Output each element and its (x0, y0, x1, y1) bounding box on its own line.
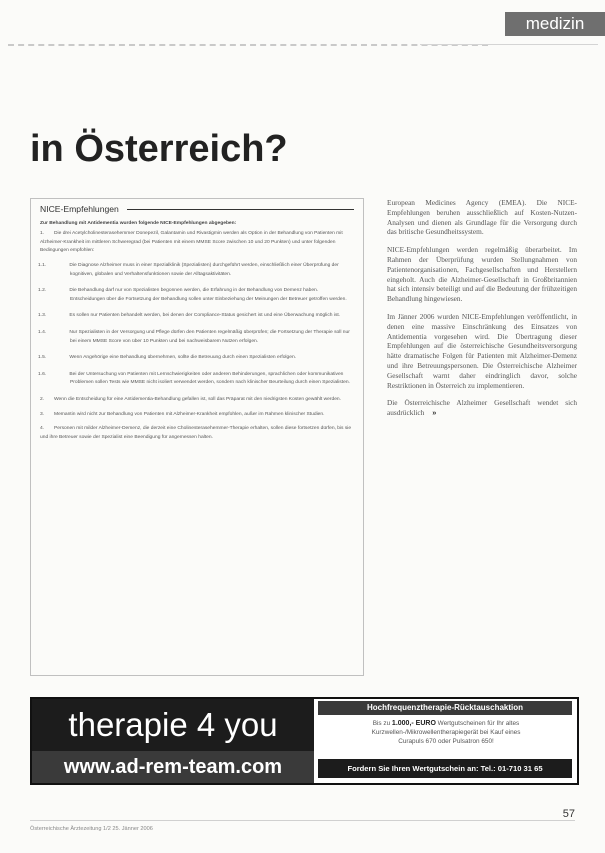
advertisement (30, 697, 579, 785)
ad-promo-post: Wertgutscheinen für Ihr altes (437, 720, 520, 727)
list-item (40, 411, 354, 420)
sub-item-number: 1.1. (38, 262, 47, 268)
page-number: 57 (562, 808, 575, 820)
header-rule (420, 44, 598, 45)
list-item (40, 425, 354, 442)
sub-item-number: 1.2. (38, 288, 47, 294)
nice-recommendations-box (30, 198, 364, 676)
list-item-text: Die drei Acetylcholinesterasehemmer Donepezil, Galantamin und Rivastigmin werden als Option in der Behandlung von Patienten mit Alzheimer-Krankheit im mittleren Schweregrad (bei Patienten mit einem MMSE Score zwischen 10 und 20 Punkten) und unter folgenden Bedingungen empfohlen: (40, 231, 343, 254)
sub-item (40, 312, 354, 321)
sub-item-text: Nur Spezialisten in der Versorgung und Pflege dürfen den Patienten regelmäßig überprüfen; die Fortsetzung der Therapie soll nur bei einem MMSE Score von über 10 Punkten und bei nachweisbarem Nutzen erfolgen. (69, 329, 350, 344)
sub-item-number: 1.5. (38, 355, 47, 361)
ad-promo-amount: 1.000,- EURO (391, 720, 436, 727)
box-title-rule (127, 209, 354, 210)
list-item-text: Memantin wird nicht zur Behandlung von Patienten mit Alzheimer-Krankheit empfohlen, außer im Rahmen klinischer Studien. (54, 411, 325, 417)
column-paragraph: NICE-Empfehlungen werden regelmäßig überarbeitet. Im Rahmen der Überprüfung wurden Stellungnahmen von Patientenorganisationen, Fachgesellschaften und Herstellern eingeholt. Auch die Alzheimer-Gesellschaft in Großbritannien hat sich intensiv beteiligt und auf die Bedeutung der frühzeitigen Behandlung hingewiesen. (387, 245, 577, 304)
header-dashed-rule (8, 44, 488, 46)
box-header (40, 205, 354, 214)
sub-item-number: 1.3. (38, 313, 47, 319)
sub-item (40, 287, 354, 304)
list-item (40, 230, 354, 256)
sub-item-number: 1.6. (38, 371, 47, 377)
list-item-number: 4. (40, 426, 45, 432)
column-paragraph: Im Jänner 2006 wurden NICE-Empfehlungen veröffentlicht, in denen eine massive Einschränkung des Einsatzes von Antidementia vorgesehen wird. Die Übertragung dieser Empfehlungen auf die österreichische Gesundheitsversorgung hätte dramatische Folgen für Patienten mit Alzheimer-Demenz und ihre Betreuungspersonen. Die Österreichische Alzheimer Gesellschaft warnt daher eindringlich davor, solche Restriktionen in Österreich zu implementieren. (387, 311, 577, 390)
list-item-text: Personen mit milder Alzheimer-Demenz, die derzeit eine Cholinesterasehemmer-Therapie erhalten, sollen diese fortsetzen dürfen, bis sie und ihre Betreuer sowie der Spezialist eine Beendigung für angemessen halten. (40, 426, 352, 440)
column-paragraph: European Medicines Agency (EMEA). Die NICE-Empfehlungen beruhen ausschließlich auf Kosten-Nutzen-Analysen und dienen als Grundlage für die Versorgung durch das britische Gesundheitssystem. (387, 198, 577, 237)
footer-rule (30, 820, 575, 821)
box-title: NICE-Empfehlungen (40, 204, 119, 214)
ad-promo-pre: Bis zu (372, 720, 391, 727)
article-column (387, 198, 577, 426)
ad-promo-body (322, 719, 570, 746)
sub-item (40, 371, 354, 388)
sub-item (40, 262, 354, 279)
footer-issue: Österreichische Ärztezeitung 1/2 25. Jänner 2006 (30, 826, 153, 832)
article-headline: in Österreich? (30, 128, 288, 170)
sub-item-text: Bei der Untersuchung von Patienten mit Lernschwierigkeiten oder anderen Behinderungen, sprachlichen oder kommunikativen Problemen sollen Tests wie MMSE nicht isoliert verwendet werden, sondern nach klinischer Beurteilung durch einen Spezialisten. (69, 371, 350, 386)
column-paragraph (387, 398, 577, 418)
sub-item-number: 1.4. (38, 329, 47, 335)
sub-item-text: Die Behandlung darf nur von Spezialisten begonnen werden, die Erfahrung in der Behandlung von Demenz haben. Entscheidungen über die Fortsetzung der Behandlung sollen unter Einbeziehung der Meinungen der Betreuer getroffen werden. (69, 288, 347, 302)
ad-promo-title: Hochfrequenztherapie-Rücktauschaktion (318, 701, 572, 715)
list-item-number: 2. (40, 396, 45, 402)
ad-url-link[interactable]: www.ad-rem-team.com (32, 751, 314, 783)
ad-promo-line2: Kurzwellen-/Mikrowellentherapiegerät bei Kauf eines (371, 729, 521, 736)
list-item (40, 396, 354, 405)
sub-item-text: Die Diagnose Alzheimer muss in einer Spezialklinik (Spezialisten) durchgeführt werden, einschließlich einer Überprüfung der kognitiven, globalen und Verhaltensfunktionen sowie der Alltagsaktivitäten. (69, 262, 339, 277)
sub-item-text: Wenn Angehörige eine Behandlung übernehmen, sollte die Betreuung durch einen Spezialisten erfolgen. (69, 355, 297, 361)
list-item-number: 3. (40, 411, 45, 417)
sub-item-text: Es sollen nur Patienten behandelt werden, bei denen der Compliance-Status gesichert ist und eine Überwachung möglich ist. (69, 313, 341, 319)
continue-arrow-icon: » (432, 408, 437, 418)
column-paragraph-text: Die Österreichische Alzheimer Gesellschaft wendet sich ausdrücklich (387, 398, 577, 418)
box-intro: Zur Behandlung mit Antidementia wurden folgende NICE-Empfehlungen abgegeben: (40, 220, 237, 226)
section-tab: medizin (505, 12, 605, 36)
sub-item (40, 329, 354, 346)
list-item-text: Wenn die Entscheidung für eine Antidementia-Behandlung gefallen ist, soll das Präparat mit den niedrigsten Kosten gewählt werden. (54, 396, 342, 402)
ad-brand: therapie 4 you (32, 699, 314, 751)
list-item-number: 1. (40, 231, 45, 237)
sub-item (40, 354, 354, 363)
ad-promo-line3: Curapuls 670 oder Pulsatron 650! (398, 738, 494, 745)
ad-promo-cta: Fordern Sie Ihren Wertgutschein an: Tel.: 01-710 31 65 (318, 759, 572, 778)
